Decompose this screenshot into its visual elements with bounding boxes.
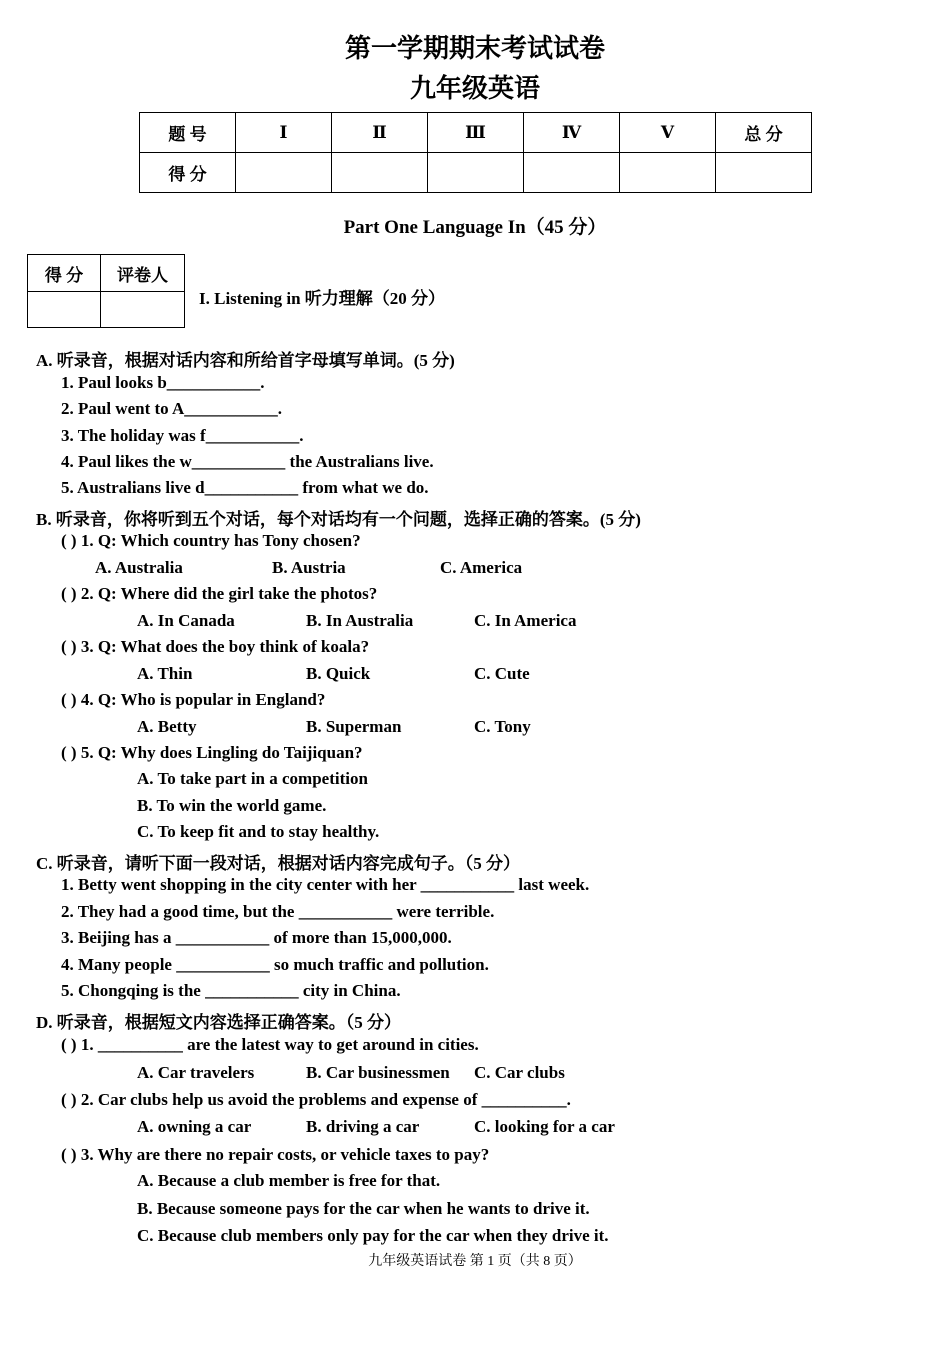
sectionA-item: 4. Paul likes the w___________ the Australians live. <box>61 452 434 471</box>
sectionD-title: D. 听录音，根据短文内容选择正确答案。（5 分） <box>36 1013 402 1032</box>
score-table-row-label: 得 分 <box>140 153 236 193</box>
sectionC-title: C. 听录音，请听下面一段对话，根据对话内容完成句子。（5 分） <box>36 854 521 873</box>
part-one-title: Part One Language In（45 分） <box>343 217 607 238</box>
score-cell <box>620 153 716 193</box>
sectionD-option-c: C. Because club members only pay for the car when they drive it. <box>137 1226 609 1245</box>
sectionD-question: ( ) 2. Car clubs help us avoid the problems and expense of __________. <box>61 1090 571 1109</box>
section1-title: I. Listening in 听力理解（20 分） <box>199 289 446 308</box>
sectionB-option-c: C. America <box>440 558 523 577</box>
sectionD-question: ( ) 3. Why are there no repair costs, or vehicle taxes to pay? <box>61 1145 490 1164</box>
sectionC-item: 3. Beijing has a ___________ of more than 15,000,000. <box>61 928 452 947</box>
sectionD-option-c: C. Car clubs <box>474 1063 565 1082</box>
sectionB-option-b: B. Quick <box>306 664 371 683</box>
sectionD-option-a: A. Because a club member is free for that. <box>137 1171 441 1190</box>
sectionB-option-c: C. To keep fit and to stay healthy. <box>137 822 380 841</box>
score-cell <box>332 153 428 193</box>
grader-name-label: 评卷人 <box>101 255 185 292</box>
sectionB-question: ( ) 4. Q: Who is popular in England? <box>61 690 326 709</box>
sectionC-item: 2. They had a good time, but the ___________ were terrible. <box>61 902 495 921</box>
sectionB-option-b: B. Austria <box>272 558 346 577</box>
sectionB-option-b: B. To win the world game. <box>137 796 327 815</box>
sectionA-item: 1. Paul looks b___________. <box>61 373 265 392</box>
score-cell <box>524 153 620 193</box>
score-table-header-ii: Ⅱ <box>332 113 428 153</box>
sectionC-item: 1. Betty went shopping in the city center with her ___________ last week. <box>61 875 590 894</box>
sectionD-option-a: A. owning a car <box>137 1117 252 1136</box>
grader-score-label: 得 分 <box>28 255 101 292</box>
sectionB-option-a: A. Thin <box>137 664 193 683</box>
score-table-header-i: Ⅰ <box>236 113 332 153</box>
sectionD-option-b: B. Car businessmen <box>306 1063 450 1082</box>
sectionB-option-a: A. To take part in a competition <box>137 769 368 788</box>
sectionB-option-b: B. Superman <box>306 717 402 736</box>
sectionD-option-b: B. Because someone pays for the car when he wants to drive it. <box>137 1199 590 1218</box>
sectionB-option-c: C. Cute <box>474 664 530 683</box>
score-table-header-number: 题 号 <box>140 113 236 153</box>
sectionB-question: ( ) 2. Q: Where did the girl take the photos? <box>61 584 378 603</box>
score-table-header-iii: Ⅲ <box>428 113 524 153</box>
sectionB-option-b: B. In Australia <box>306 611 414 630</box>
sectionB-question: ( ) 1. Q: Which country has Tony chosen? <box>61 531 361 550</box>
sectionB-option-a: A. Betty <box>137 717 197 736</box>
score-table-header-iv: Ⅳ <box>524 113 620 153</box>
exam-subtitle: 九年级英语 <box>409 74 540 103</box>
sectionC-item: 5. Chongqing is the ___________ city in China. <box>61 981 401 1000</box>
sectionD-option-c: C. looking for a car <box>474 1117 615 1136</box>
sectionB-question: ( ) 3. Q: What does the boy think of koala? <box>61 637 370 656</box>
score-table-header-total: 总 分 <box>716 113 812 153</box>
score-cell <box>428 153 524 193</box>
sectionB-title: B. 听录音，你将听到五个对话，每个对话均有一个问题，选择正确的答案。(5 分) <box>36 510 641 529</box>
page-footer: 九年级英语试卷 第 1 页（共 8 页） <box>368 1254 582 1269</box>
grader-name-cell <box>101 292 185 328</box>
sectionA-item: 5. Australians live d___________ from what we do. <box>61 478 429 497</box>
sectionA-title: A. 听录音，根据对话内容和所给首字母填写单词。(5 分) <box>36 351 455 370</box>
sectionA-item: 2. Paul went to A___________. <box>61 399 282 418</box>
score-table-header-v: Ⅴ <box>620 113 716 153</box>
grader-score-cell <box>28 292 101 328</box>
sectionC-item: 4. Many people ___________ so much traffic and pollution. <box>61 955 489 974</box>
exam-title: 第一学期期末考试试卷 <box>344 34 605 63</box>
sectionB-question: ( ) 5. Q: Why does Lingling do Taijiquan? <box>61 743 363 762</box>
sectionA-item: 3. The holiday was f___________. <box>61 426 304 445</box>
sectionD-option-b: B. driving a car <box>306 1117 420 1136</box>
score-cell <box>716 153 812 193</box>
score-cell <box>236 153 332 193</box>
sectionB-option-c: C. Tony <box>474 717 531 736</box>
score-table <box>139 112 812 193</box>
sectionD-question: ( ) 1. __________ are the latest way to get around in cities. <box>61 1035 479 1054</box>
sectionB-option-a: A. In Canada <box>137 611 235 630</box>
sectionD-option-a: A. Car travelers <box>137 1063 255 1082</box>
sectionB-option-a: A. Australia <box>95 558 183 577</box>
sectionB-option-c: C. In America <box>474 611 577 630</box>
grader-table <box>27 254 185 328</box>
